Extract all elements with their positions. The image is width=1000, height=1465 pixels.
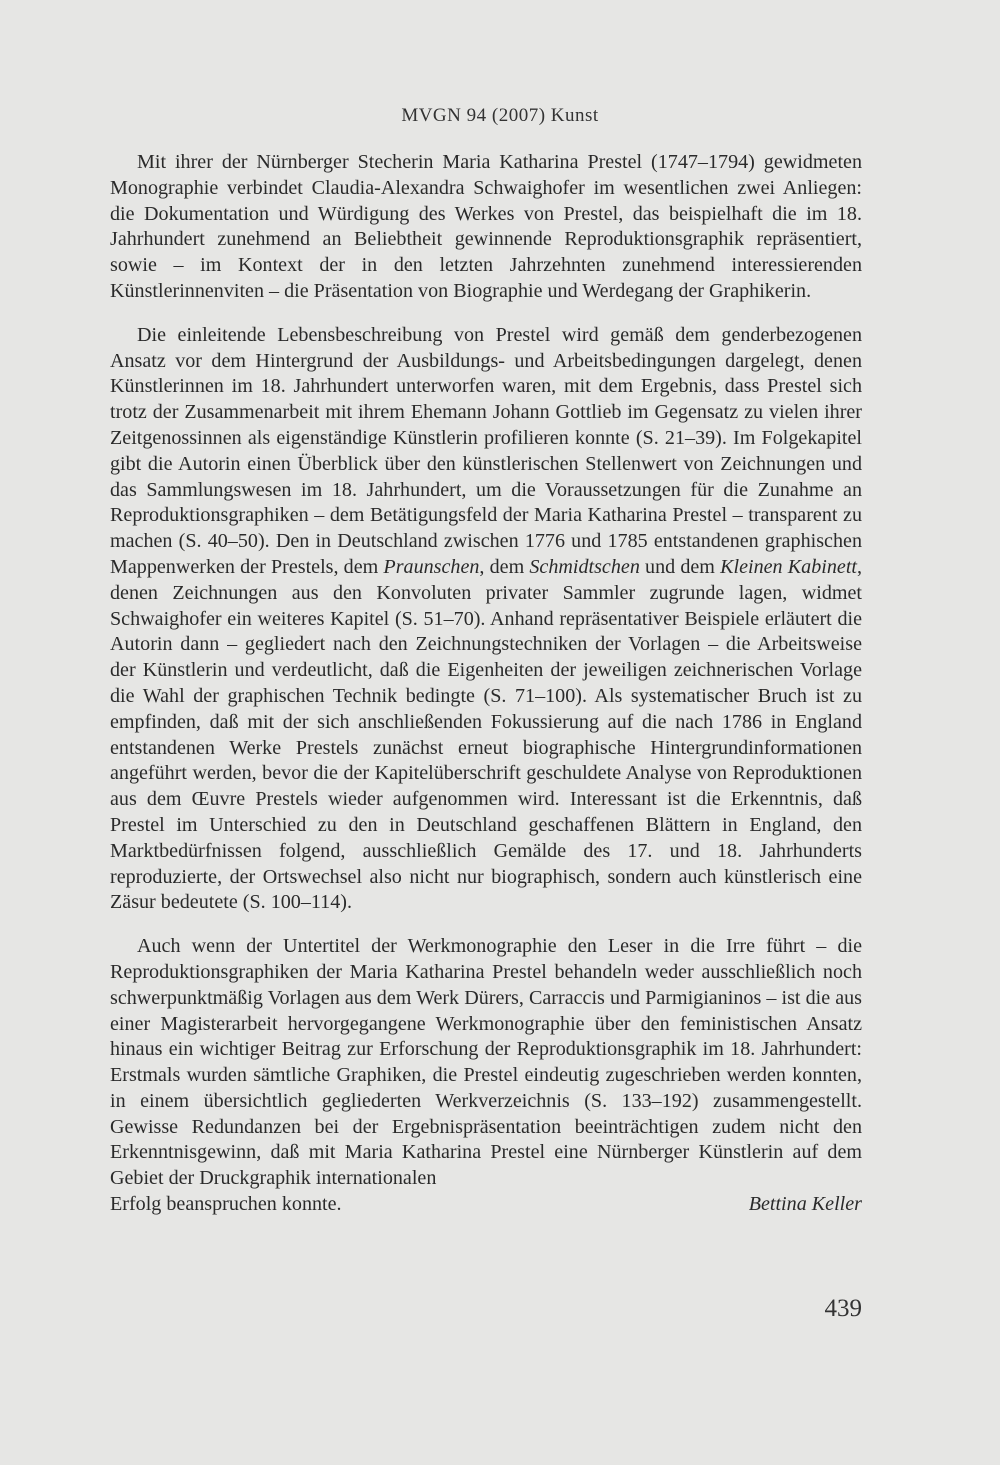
title-praunschen: Praunschen <box>383 555 480 578</box>
paragraph-3-text: Auch wenn der Untertitel der Werkmonographie den Leser in die Irre führt – die Reproduktionsgraphiken der Maria Katharina Prestel behandeln weder ausschließlich noch schwerpunktmäßig Vorlagen aus dem Werk Dürers, Carraccis und Parmigianinos – ist die aus einer Magisterarbeit hervorgegangene Werkmonographie über den feministischen Ansatz hinaus ein wichtiger Beitrag zur Erforschung der Reproduktionsgraphik im 18. Jahrhundert: Erstmals wurden sämtliche Graphiken, die Prestel eindeutig zugeschrieben werden konnten, in einem übersichtlich gegliederten Werkverzeichnis (S. 133–192) zusammengestellt. Gewisse Redundanzen bei der Ergebnispräsentation beeinträchtigen zudem nicht den Erkenntnisgewinn, daß mit Maria Katharina Prestel eine Nürnberger Künstlerin auf dem Gebiet der Druckgraphik internationalen <box>110 935 862 1190</box>
paragraph-2-text-a: Die einleitende Lebensbeschreibung von Prestel wird gemäß dem genderbezogenen Ansatz vor dem Hintergrund der Ausbildungs- und Arbeitsbedingungen dargelegt, denen Künstlerinnen im 18. Jahrhundert unterworfen waren, mit dem Ergebnis, dass Prestel sich trotz der Zusammenarbeit mit ihrem Ehemann Johann Gottlieb im Gegensatz zu vielen ihrer Zeitgenossinnen als eigenständige Künstlerin profilieren konnte (S. 21–39). Im Folgekapitel gibt die Autorin einen Überblick über den künstlerischen Stellenwert von Zeichnungen und das Sammlungswesen im 18. Jahrhundert, um die Voraussetzungen für die Zunahme an Reproduktionsgraphiken – dem Betätigungsfeld der Maria Katharina Prestel – transparent zu machen (S. 40–50). Den in Deutschland zwischen 1776 und 1785 entstandenen graphischen Mappenwerken der Prestels, dem <box>110 323 862 578</box>
running-head: MVGN 94 (2007) Kunst <box>401 105 599 126</box>
review-body <box>110 150 862 1218</box>
paragraph-2-text-c: und dem <box>639 555 721 578</box>
paragraph-2-text-d: , denen Zeichnungen aus den Konvoluten privater Sammler zugrunde lagen, widmet Schwaighofer ein weiteres Kapitel (S. 51–70). Anhand repräsentativer Beispiele erläutert die Autorin dann – gegliedert nach den Zeichnungstechniken der Vorlagen – die Arbeitsweise der Künstlerin und verdeutlicht, daß die Eigenheiten der jeweiligen zeichnerischen Vorlage die Wahl der graphischen Technik bedingte (S. 71–100). Als systematischer Bruch ist zu empfinden, daß mit der sich anschließenden Fokussierung auf die nach 1786 in England entstandenen Werke Prestels zunächst erneut biographische Hintergrundinformationen angeführt werden, bevor die der Kapitelüberschrift geschuldete Analyse von Reproduktionen aus dem Œuvre Prestels wieder aufgenommen wird. Interessant ist die Erkenntnis, daß Prestel im Unterschied zu den in Deutschland geschaffenen Blättern in England, den Marktbedürfnissen folgend, ausschließlich Gemälde des 17. und 18. Jahrhunderts reproduzierte, der Ortswechsel also nicht nur biographisch, sondern auch künstlerisch eine Zäsur bedeutete (S. 100–114). <box>110 555 863 914</box>
paragraph-3-last-line: Erfolg beanspruchen konnte. <box>110 1193 342 1216</box>
paragraph-1: Mit ihrer der Nürnberger Stecherin Maria Katharina Prestel (1747–1794) gewidmeten Monographie verbindet Claudia-Alexandra Schwaighofer im wesentlichen zwei Anliegen: die Dokumentation und Würdigung des Werkes von Prestel, das beispielhaft die im 18. Jahrhundert zunehmend an Beliebtheit gewinnende Reproduktionsgraphik repräsentiert, sowie – im Kontext der in den letzten Jahrzehnten zunehmend interessierenden Künstlerinnenviten – die Präsentation von Biographie und Werdegang der Graphikerin. <box>110 151 862 302</box>
paragraph-3 <box>110 934 862 1218</box>
title-kleinen-kabinett: Kleinen Kabinett <box>720 555 857 578</box>
author-signature: Bettina Keller <box>748 1193 862 1216</box>
closing-line <box>110 1192 862 1218</box>
paragraph-2 <box>110 323 862 916</box>
title-schmidtschen: Schmidtschen <box>529 555 640 578</box>
paragraph-2-text-b: , dem <box>479 555 530 578</box>
page-number: 439 <box>824 1295 862 1322</box>
